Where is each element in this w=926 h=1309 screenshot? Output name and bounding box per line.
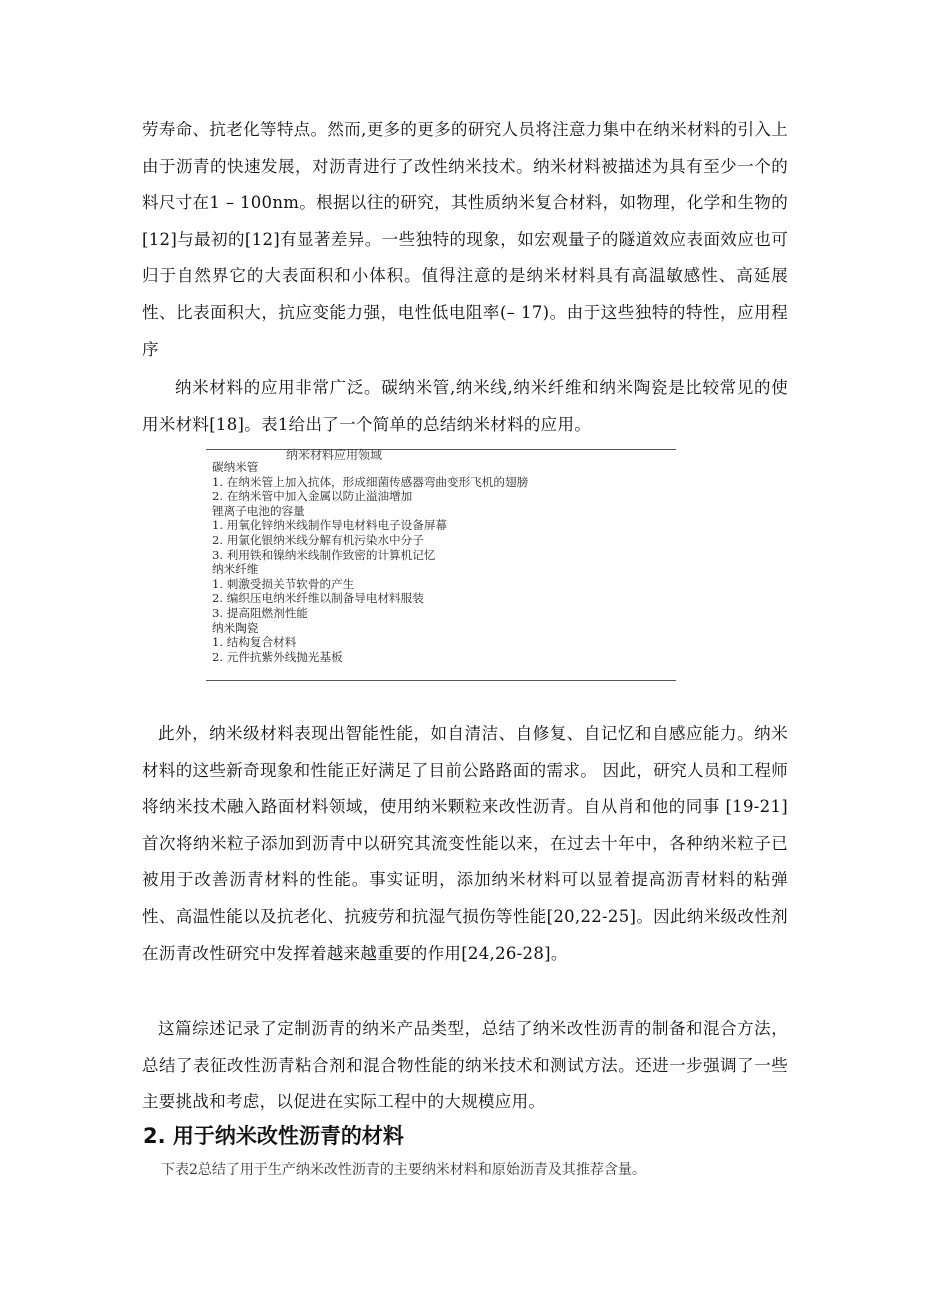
table-line: 2. 编织压电纳米纤维以制备导电材料服装: [212, 591, 424, 606]
table-2-intro: 下表2总结了用于生产纳米改性沥青的主要纳米材料和原始沥青及其推荐含量。: [161, 1162, 646, 1178]
table-line: 锂离子电池的容量: [212, 503, 305, 518]
table-bottom-rule: [206, 680, 676, 681]
table-line: 2. 在纳米管中加入金属以防止溢油增加: [212, 489, 413, 504]
table-category-nanofiber: 纳米纤维: [212, 562, 259, 577]
table-line: 1. 在纳米管上加入抗体，形成细菌传感器弯曲变形飞机的翅膀: [212, 474, 529, 489]
table-category-carbon-nanotube: 碳纳米管: [212, 460, 259, 474]
table-line: 3. 提高阻燃剂性能: [212, 605, 308, 620]
table-1-image: [206, 440, 676, 684]
paragraph-intro-properties: 劳寿命、抗老化等特点。然而,更多的更多的研究人员将注意力集中在纳米材料的引入上由于沥青的快速发展，对沥青进行了改性纳米技术。纳米材料被描述为具有至少一个的料尺寸在1 – 100nm。根据以往的研究，其性质纳米复合材料，如物理，化学和生物的[12]与最初的[12]有显著差异。一些独特的现象，如宏观量子的隧道效应表面效应也可归于自然界它的大表面积和小体积。值得注意的是纳米材料具有高温敏感性、高延展性、比表面积大，抗应变能力强，电性低电阻率(– 17)。由于这些独特的特性，应用程序: [142, 120, 788, 359]
table-line: 2. 用氯化银纳米线分解有机污染水中分子: [212, 532, 424, 547]
table-top-rule: [206, 449, 676, 450]
paragraph-applications: 纳米材料的应用非常广泛。碳纳米管,纳米线,纳米纤维和纳米陶瓷是比较常见的使用米材料[18]。表1给出了一个简单的总结纳米材料的应用。: [142, 378, 788, 434]
paragraph-review-scope: 这篇综述记录了定制沥青的纳米产品类型，总结了纳米改性沥青的制备和混合方法，总结了表征改性沥青粘合剂和混合物性能的纳米技术和测试方法。还进一步强调了一些主要挑战和考虑，以促进在实际工程中的大规模应用。: [142, 1019, 788, 1112]
table-line: 3. 利用铁和镍纳米线制作致密的计算机记忆: [212, 547, 436, 562]
table-line: 1. 结构复合材料: [212, 635, 297, 650]
table-title: 纳米材料应用领域: [286, 448, 383, 462]
table-category-nanoceramic: 纳米陶瓷: [212, 620, 259, 635]
table-body: [212, 460, 672, 664]
section-heading: 2. 用于纳米改性沥青的材料: [143, 1124, 404, 1148]
paragraph-smart-properties: 此外，纳米级材料表现出智能性能，如自清洁、自修复、自记忆和自感应能力。纳米材料的这些新奇现象和性能正好满足了目前公路路面的需求。 因此，研究人员和工程师将纳米技术融入路面材料领域，使用纳米颗粒来改性沥青。自从肖和他的同事 [19-21] 首次将纳米粒子添加到沥青中以研究其流变性能以来，在过去十年中，各种纳米粒子已被用于改善沥青材料的性能。事实证明，添加纳米材料可以显着提高沥青材料的粘弹性、高温性能以及抗老化、抗疲劳和抗湿气损伤等性能[20,22-25]。因此纳米级改性剂在沥青改性研究中发挥着越来越重要的作用[24,26-28]。: [142, 724, 788, 963]
table-line: 1. 用氧化锌纳米线制作导电材料电子设备屏幕: [212, 518, 448, 533]
table-line: 1. 刺激受损关节软骨的产生: [212, 576, 355, 591]
table-line: 2. 元件抗紫外线抛光基板: [212, 649, 343, 664]
